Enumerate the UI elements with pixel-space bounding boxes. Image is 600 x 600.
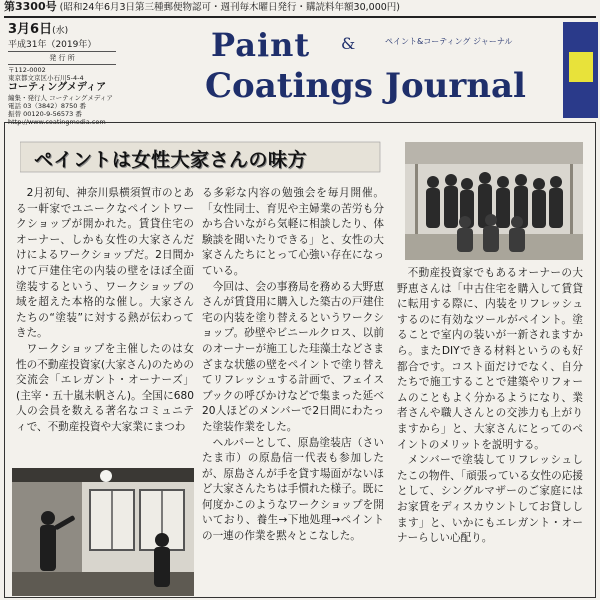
date-box bbox=[8, 22, 116, 126]
paragraph: メンバーで塗装してリフレッシュしたこの物件、「頑張っている女性の応援として、シングルマザーのご家庭にはお家賃をディスカウントしてお貸しします」と、いかにもエレガント・オーナーらしい心配り。 bbox=[397, 454, 583, 545]
painting-photo bbox=[12, 468, 194, 596]
side-advertisement bbox=[563, 22, 598, 118]
paragraph: 今回は、会の事務局を務める大野恵さんが賃貸用に購入した築古の戸建住宅の内装を塗り替えるというワークショップ。砂壁やビニールクロス、以前のオーナーが施工した珪藻土などさまざまな状態の壁をペイントで塗り替えてリフレッシュする計画で、フェイスブックの呼びかけなどで集まった延べ20人ほどのメンバーで2日間にわたった塗装作業をした。 bbox=[202, 280, 384, 433]
headline-text: ペイントは女性大家さんの味方 bbox=[34, 149, 308, 171]
paragraph: ワークショップを主催したのは女性の不動産投資家(大家さん)のための交流会「エレガント・オーナーズ」(主宰・五十嵐未帆さん)。全国に680人の会員を数える著名なコミュニティで、不動産投資や大家業にまつわ bbox=[16, 342, 194, 433]
publisher-fax: 振替 00120-9-56573 番 bbox=[8, 109, 82, 118]
logo-ampersand: & bbox=[341, 34, 356, 53]
article-column-1 bbox=[16, 186, 194, 466]
paragraph: ヘルパーとして、原島塗装店（さいたま市）の原島信一代表も参加したが、原島さんが手を貸す場面がないほど大家さんたちは手慣れた様子。既に何度かこのようなワークショップを開いており、養生→下地処理→ペイントの一連の作業を黙々とこなした。 bbox=[202, 436, 384, 543]
headline bbox=[20, 136, 390, 180]
paragraph: る多彩な内容の勉強会を毎月開催。「女性同士、育児や主婦業の苦労も分かち合いながら気軽に相談したり、体験談を聞いたりできる」と、女性の大家さんたちにとって心強い存在になっている。 bbox=[202, 187, 384, 277]
paragraph: 不動産投資家でもあるオーナーの大野恵さんは「中古住宅を購入して賃貸に転用する際に、内装をリフレッシュするのに有効なツールがペイント。塗ることで室内の装いが一新されますから。またDIYできる材料というのも好都合です。コスト面だけでなく、自分たちで施工することで建築やリフォームのこともよく分かるようになり、業者さんや職人さんとの交渉力も上がりますから」と、大家さんにとってのペイントのメリットを説明する。 bbox=[397, 267, 583, 451]
publisher-phone: 電話 03（3842）8750 番 bbox=[8, 101, 86, 110]
logo-subtitle: ペイント&コーティング ジャーナル bbox=[385, 37, 513, 46]
publisher-rep: 編集・発行人 コーティングメディア bbox=[8, 93, 113, 102]
logo-coatings: Coatings Journal bbox=[205, 66, 526, 106]
publisher-url[interactable]: http://www.coatingmedia.com bbox=[8, 117, 106, 126]
masthead-rule bbox=[4, 16, 596, 18]
journal-logo bbox=[205, 26, 526, 116]
publisher-name: コーティングメディア bbox=[8, 81, 107, 93]
logo-paint: Paint bbox=[211, 26, 311, 64]
group-photo bbox=[405, 142, 583, 260]
ad-graphic bbox=[569, 52, 593, 82]
issue-bar bbox=[4, 0, 596, 14]
era-date: 平成31年（2019年） bbox=[8, 39, 116, 52]
article-column-2 bbox=[202, 186, 384, 596]
postal-code: 〒112-0002 bbox=[8, 65, 46, 74]
article-column-3 bbox=[397, 266, 583, 596]
paragraph: 2月初旬、神奈川県横須賀市のとある一軒家でユニークなペイントワークショップが開かれた。賃貸住宅のオーナー、しかも女性の大家さんだけによるワークショップだ。2日間かけて戸建住宅の内装の壁をほぼ全面塗装するという、ワークショップの域を超えた本格的な催し。大家さんたちの“塗装”に対する熱が伝わってきた。 bbox=[16, 187, 194, 340]
publisher-address: 東京都文京区小石川5-4-4 bbox=[8, 73, 84, 82]
publisher-label: 発 行 所 bbox=[8, 54, 116, 65]
issue-number: 第3300号 bbox=[4, 0, 57, 13]
weekday-text: (水) bbox=[52, 26, 69, 36]
issue-note: (昭和24年6月3日第三種郵便物認可・週刊毎木曜日発行・購読料年額30,000円) bbox=[59, 2, 400, 13]
date-text: 3月6日 bbox=[8, 22, 53, 37]
issue-date bbox=[8, 22, 116, 39]
